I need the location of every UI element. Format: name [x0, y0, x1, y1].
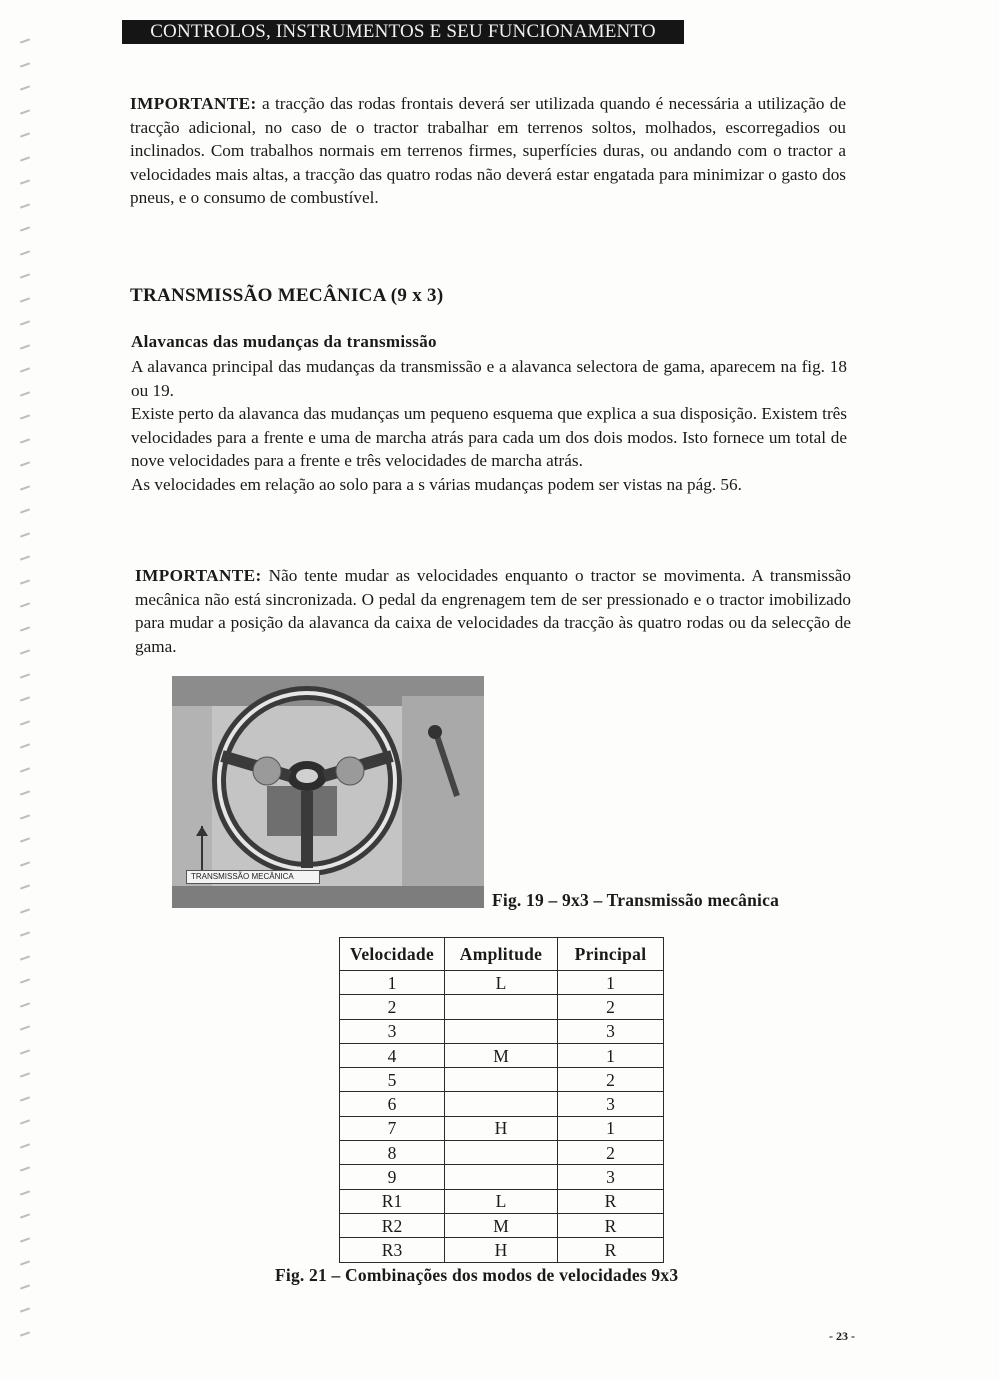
- table-row: [340, 1019, 664, 1043]
- binding-mark: [20, 391, 30, 396]
- section-line: As velocidades em relação ao solo para a s várias mudanças podem ser vistas na pág. 56.: [131, 474, 742, 494]
- table-cell: R3: [340, 1238, 445, 1262]
- binding-mark: [20, 1307, 30, 1312]
- table-cell: 6: [340, 1092, 445, 1116]
- binding-mark: [20, 1260, 30, 1265]
- binding-mark: [20, 344, 30, 349]
- binding-marks: [14, 40, 44, 1360]
- binding-mark: [20, 908, 30, 913]
- binding-mark: [20, 1049, 30, 1054]
- table-row: [340, 1043, 664, 1067]
- binding-mark: [20, 1237, 30, 1242]
- binding-mark: [20, 273, 30, 278]
- binding-mark: [20, 414, 30, 419]
- binding-mark: [20, 696, 30, 701]
- table-row: [340, 1189, 664, 1213]
- table-row: [340, 1068, 664, 1092]
- binding-mark: [20, 532, 30, 537]
- table-cell: H: [445, 1116, 558, 1140]
- binding-mark: [20, 1072, 30, 1077]
- binding-mark: [20, 602, 30, 607]
- section-body: [131, 355, 847, 496]
- binding-mark: [20, 132, 30, 137]
- binding-mark: [20, 367, 30, 372]
- binding-mark: [20, 626, 30, 631]
- section-subtitle: Alavancas das mudanças da transmissão: [131, 332, 437, 351]
- table-cell: 3: [340, 1019, 445, 1043]
- table-row: [340, 1238, 664, 1262]
- table-header-row: [340, 938, 664, 971]
- table-cell: 1: [558, 1043, 664, 1067]
- binding-mark: [20, 1190, 30, 1195]
- table-cell: 1: [558, 1116, 664, 1140]
- table-cell: 9: [340, 1165, 445, 1189]
- table-cell: R: [558, 1238, 664, 1262]
- table-cell: [445, 1068, 558, 1092]
- intro-text: a tracção das rodas frontais deverá ser utilizada quando é necessária a utilização de tracção adicional, no caso de o tractor trabalhar em terrenos soltos, molhados, escorregadios ou inclinados. Com trabalhos normais em terrenos firmes, superfícies duras, ou andando com o tractor a velocidades mais altas, a tracção das quatro rodas não deverá estar engatada para minimizar o gasto dos pneus, e o consumo de combustível.: [130, 94, 846, 207]
- binding-mark: [20, 1119, 30, 1124]
- speed-combinations-table: [339, 937, 664, 1263]
- binding-mark: [20, 438, 30, 443]
- table-cell: R: [558, 1213, 664, 1237]
- table-cell: 2: [558, 995, 664, 1019]
- binding-mark: [20, 1143, 30, 1148]
- binding-mark: [20, 579, 30, 584]
- binding-mark: [20, 555, 30, 560]
- table-cell: L: [445, 1189, 558, 1213]
- table-cell: [445, 1092, 558, 1116]
- binding-mark: [20, 179, 30, 184]
- table-cell: [445, 995, 558, 1019]
- binding-mark: [20, 790, 30, 795]
- binding-mark: [20, 38, 30, 43]
- table-row: [340, 995, 664, 1019]
- binding-mark: [20, 1096, 30, 1101]
- binding-mark: [20, 1331, 30, 1336]
- binding-mark: [20, 1284, 30, 1289]
- table-row: [340, 1092, 664, 1116]
- binding-mark: [20, 955, 30, 960]
- intro-paragraph: [130, 92, 846, 210]
- binding-mark: [20, 1213, 30, 1218]
- table-cell: [445, 1165, 558, 1189]
- table-cell: 8: [340, 1141, 445, 1165]
- figure-19-caption: Fig. 19 – 9x3 – Transmissão mecânica: [492, 890, 780, 910]
- intro-label: IMPORTANTE:: [130, 94, 257, 113]
- warning-label: IMPORTANTE:: [135, 566, 262, 585]
- section-line: A alavanca principal das mudanças da transmissão e a alavanca selectora de gama, aparecem na fig. 18 ou 19.: [131, 357, 847, 400]
- binding-mark: [20, 62, 30, 67]
- binding-mark: [20, 720, 30, 725]
- binding-mark: [20, 297, 30, 302]
- table-row: [340, 971, 664, 995]
- section-line: Existe perto da alavanca das mudanças um pequeno esquema que explica a sua disposição. Existem três velocidades para a frente e uma de marcha atrás para cada um dos dois modos. Isto fornece um total de nove velocidades para a frente e três velocidades de marcha atrás.: [131, 404, 847, 470]
- binding-mark: [20, 203, 30, 208]
- header-banner: CONTROLOS, INSTRUMENTOS E SEU FUNCIONAMENTO: [122, 20, 684, 44]
- warning-text: Não tente mudar as velocidades enquanto o tractor se movimenta. A transmissão mecânica não está sincronizada. O pedal da engrenagem tem de ser pressionado e o tractor imobilizado para mudar a posição da alavanca da caixa de velocidades da tracção às quatro rodas ou da selecção de gama.: [135, 566, 851, 656]
- column-header-principal: Principal: [558, 938, 664, 971]
- binding-mark: [20, 649, 30, 654]
- table-cell: 2: [340, 995, 445, 1019]
- table-cell: 1: [558, 971, 664, 995]
- warning-paragraph: [135, 564, 851, 658]
- binding-mark: [20, 250, 30, 255]
- table-cell: 7: [340, 1116, 445, 1140]
- binding-mark: [20, 931, 30, 936]
- table-cell: R: [558, 1189, 664, 1213]
- binding-mark: [20, 767, 30, 772]
- table-cell: [445, 1019, 558, 1043]
- figure-21-caption: Fig. 21 – Combinações dos modos de velocidades 9x3: [275, 1265, 679, 1285]
- binding-mark: [20, 814, 30, 819]
- table-cell: R1: [340, 1189, 445, 1213]
- table-row: [340, 1116, 664, 1140]
- binding-mark: [20, 461, 30, 466]
- steering-wheel-photo: [172, 676, 484, 908]
- binding-mark: [20, 884, 30, 889]
- binding-mark: [20, 320, 30, 325]
- table-row: [340, 1213, 664, 1237]
- binding-mark: [20, 156, 30, 161]
- table-cell: 3: [558, 1019, 664, 1043]
- table-cell: 2: [558, 1068, 664, 1092]
- binding-mark: [20, 673, 30, 678]
- table-cell: 4: [340, 1043, 445, 1067]
- binding-mark: [20, 1166, 30, 1171]
- binding-mark: [20, 109, 30, 114]
- photo-label: TRANSMISSÃO MECÂNICA: [186, 870, 320, 884]
- table-cell: 3: [558, 1165, 664, 1189]
- binding-mark: [20, 743, 30, 748]
- binding-mark: [20, 861, 30, 866]
- table-cell: 5: [340, 1068, 445, 1092]
- table-cell: M: [445, 1213, 558, 1237]
- column-header-amplitude: Amplitude: [445, 938, 558, 971]
- table-row: [340, 1165, 664, 1189]
- binding-mark: [20, 978, 30, 983]
- page-number: - 23 -: [829, 1329, 855, 1343]
- binding-mark: [20, 485, 30, 490]
- binding-mark: [20, 1002, 30, 1007]
- binding-mark: [20, 837, 30, 842]
- table-cell: R2: [340, 1213, 445, 1237]
- table-cell: M: [445, 1043, 558, 1067]
- table-row: [340, 1141, 664, 1165]
- table-cell: 3: [558, 1092, 664, 1116]
- binding-mark: [20, 226, 30, 231]
- section-title: TRANSMISSÃO MECÂNICA (9 x 3): [130, 285, 444, 306]
- binding-mark: [20, 85, 30, 90]
- table-cell: L: [445, 971, 558, 995]
- table-cell: 2: [558, 1141, 664, 1165]
- binding-mark: [20, 1025, 30, 1030]
- table-cell: [445, 1141, 558, 1165]
- table-cell: H: [445, 1238, 558, 1262]
- column-header-velocidade: Velocidade: [340, 938, 445, 971]
- table-cell: 1: [340, 971, 445, 995]
- binding-mark: [20, 508, 30, 513]
